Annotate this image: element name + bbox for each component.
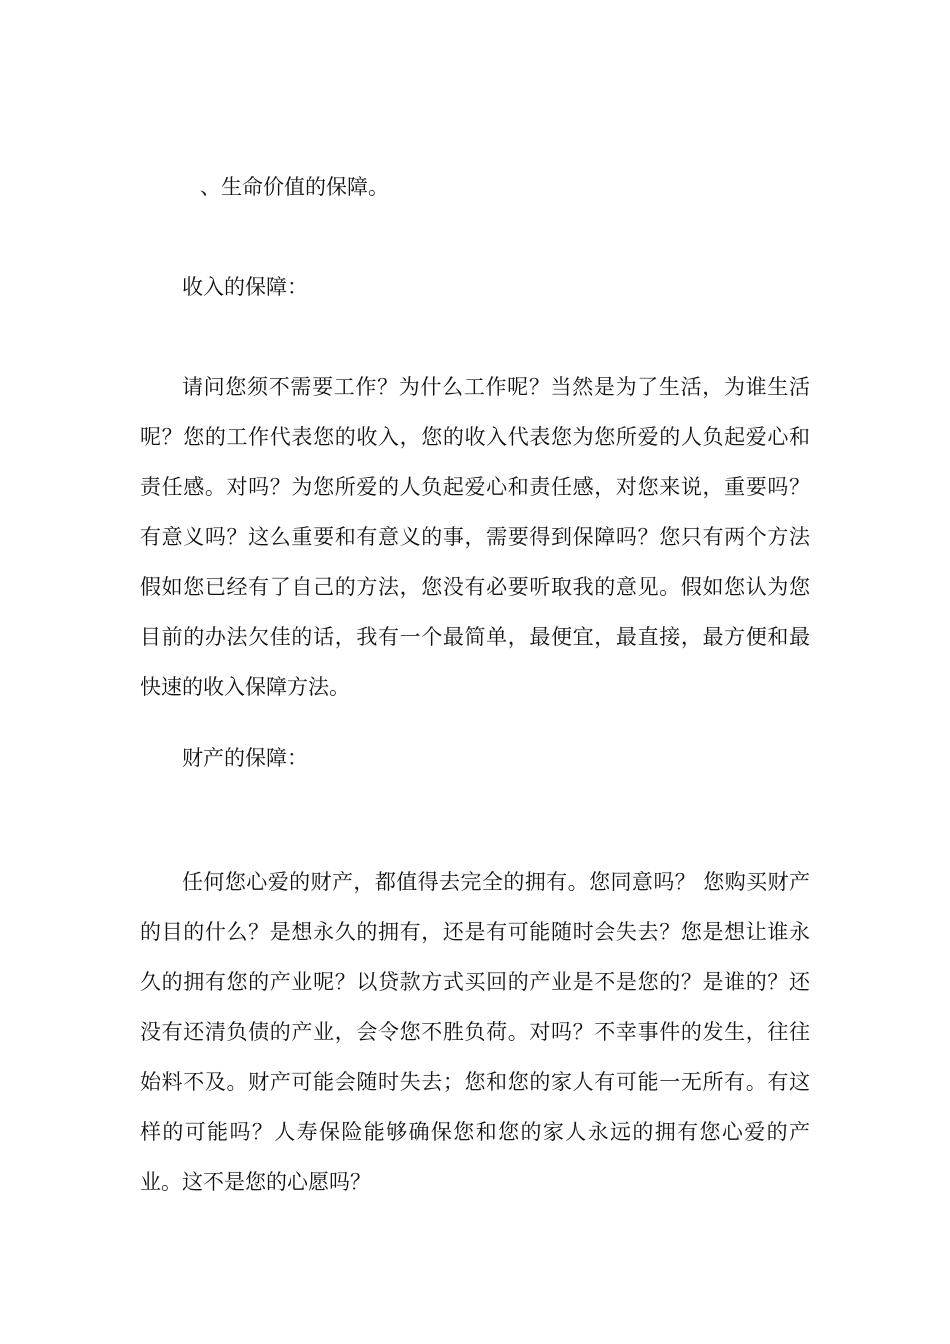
income-paragraph: 请问您须不需要工作？为什么工作呢？当然是为了生活，为谁生活呢？您的工作代表您的收入，您的收入代表您为您所爱的人负起爱心和责任感。对吗？为您所爱的人负起爱心和责任感，对您来说，重要吗？有意义吗？这么重要和有意义的事，需要得到保障吗？您只有两个方法 假如您已经有了自己的方法，您没有必要听取我的意见。假如您认为您目前的办法欠佳的话，我有一个最简单，最便宜，最直接，最方便和最快速的收入保障方法。 <box>140 375 810 699</box>
property-heading: 财产的保障： <box>182 746 308 770</box>
section-title: 、生命价值的保障。 <box>200 175 389 199</box>
property-paragraph: 任何您心爱的财产，都值得去完全的拥有。您同意吗？ 您购买财产的目的什么？是想永久的拥有，还是有可能随时会失去？您是想让谁永久的拥有您的产业呢？以贷款方式买回的产业是不是您的？是谁的？还没有还清负债的产业，会令您不胜负荷。对吗？不幸事件的发生，往往始料不及。财产可能会随时失去；您和您的家人有可能一无所有。有这样的可能吗？人寿保险能够确保您和您的家人永远的拥有您心爱的产业。这不是您的心愿吗？ <box>140 870 810 1194</box>
income-heading: 收入的保障： <box>182 275 308 299</box>
